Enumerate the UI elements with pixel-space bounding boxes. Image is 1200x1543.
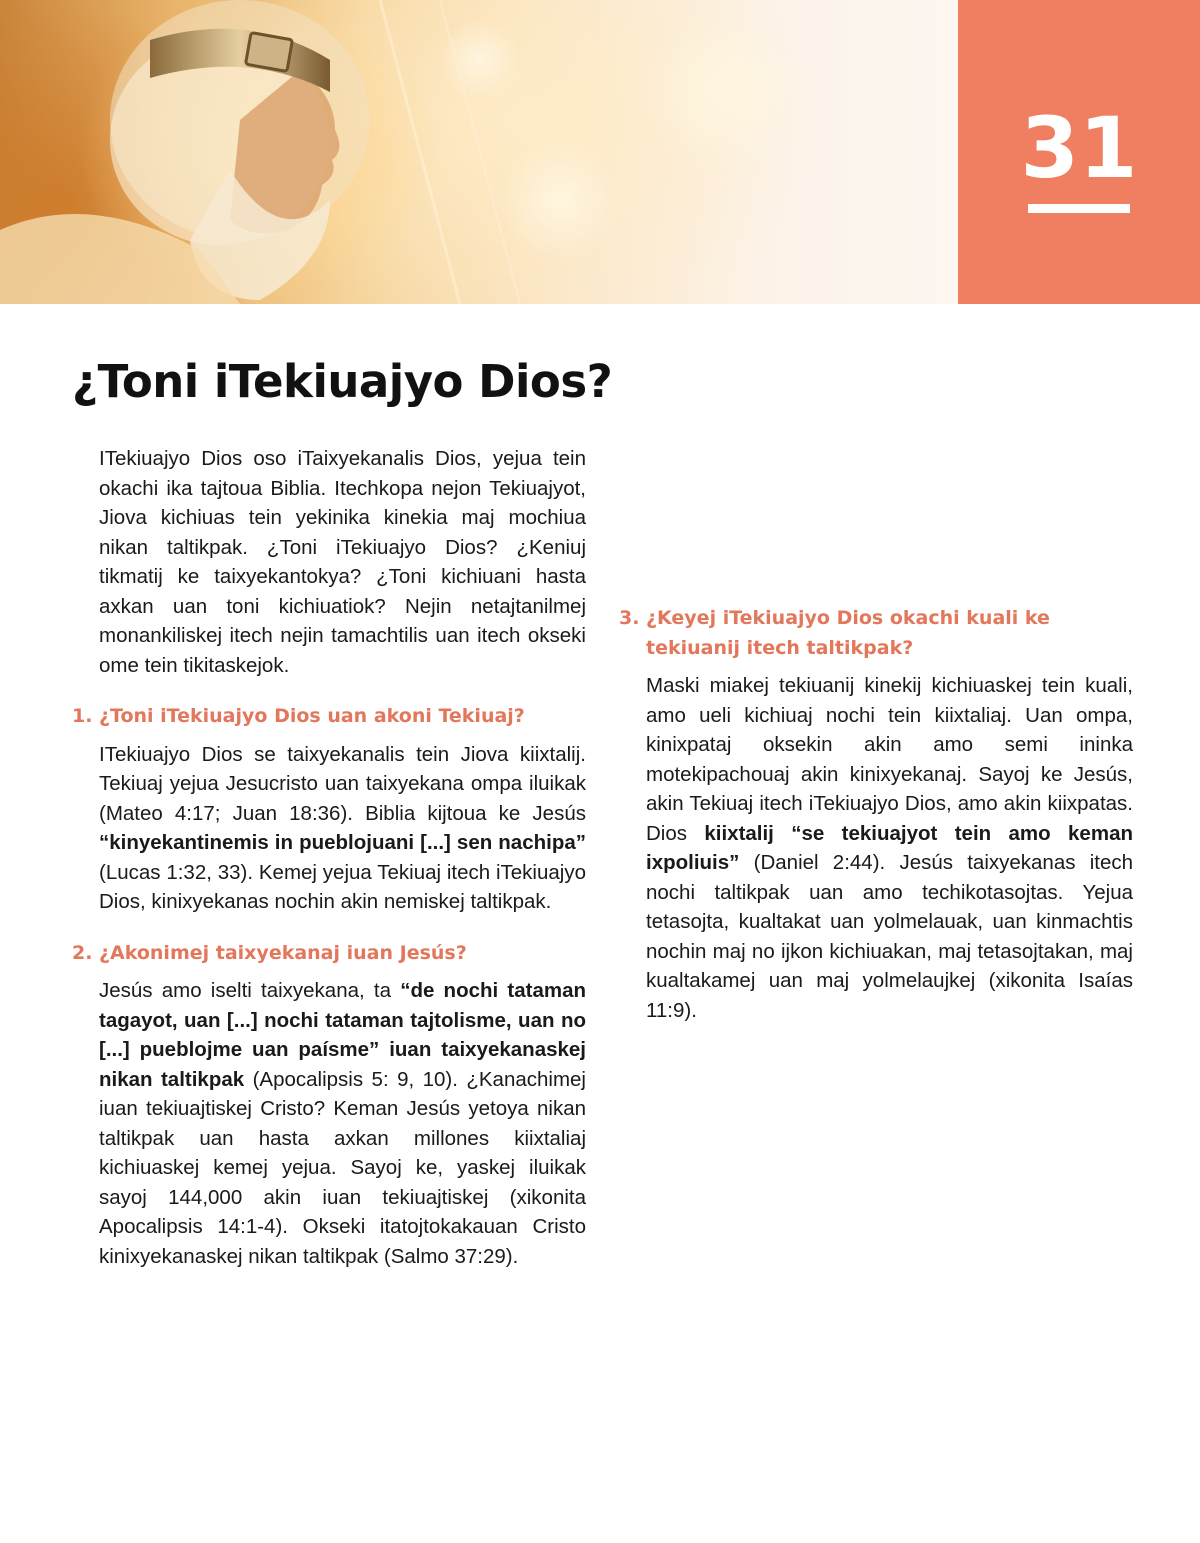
answer-emphasis: “de nochi tataman tagayot, uan [...] nochi tataman tajtolisme, uan no [...] pueblojme uan paísme” iuan taixyekanaskej nikan taltikpak xyxy=(99,979,587,1091)
answer-text: Maski miakej tekiuanij kinekij kichiuaskej tein kuali, amo ueli kichiuaj nochi tein kiixtaliaj. Uan ompa, kinixpataj oksekin akin amo semi ininka motekipachouaj akin kinixyekanaj. Sayoj ke Jesús, akin Tekiuaj itech iTekiuajyo Dios, amo akin kiixpatas. Dios xyxy=(646,674,1133,845)
hero-illustration xyxy=(0,0,958,304)
answer-text: (Daniel 2:44). Jesús taixyekanas itech nochi taltikpak uan amo techikotasojtas. Yejua tetasojta, kualtakat uan yolmelauak, uan kinmachtis nochin maj no ijkon kichiuakan, maj tetasojtakan, maj kualtakamej uan maj yolmelaujkej (xikonita Isaías 11:9). xyxy=(646,851,1133,1022)
answer-emphasis: kiixtalij “se tekiuajyot tein amo keman ixpoliuis” xyxy=(646,821,1133,874)
chapter-number: 31 xyxy=(1020,99,1138,197)
king-figure-illustration xyxy=(0,0,958,304)
answer-text: (Apocalipsis 5: 9, 10). ¿Kanachimej iuan tekiuajtiskej Cristo? Keman Jesús yetoya nikan taltikpak uan hasta axkan millones kiixtaliaj kichiuaskej kemej yejua. Sayoj ke, yaskej iluikak sayoj 144,000 akin iuan tekiuajtiskej (xikonita Apocalipsis 14:1-4). Okseki itatojtokakauan Cristo kinixyekanaskej nikan taltikpak (Salmo 37:29). xyxy=(99,1067,586,1268)
chapter-badge xyxy=(958,0,1200,304)
question-1-heading xyxy=(72,702,586,732)
question-number: 3. xyxy=(619,607,640,629)
answer-text: (Lucas 1:32, 33). Kemej yejua Tekiuaj itech iTekiuajyo Dios, kinixyekanas nochin akin nemiskej taltikpak. xyxy=(99,860,586,913)
question-3-heading xyxy=(619,604,1133,663)
answer-1-paragraph xyxy=(72,740,586,917)
page-title: ¿Toni iTekiuajyo Dios? xyxy=(72,355,613,408)
answer-2-paragraph xyxy=(72,976,586,1271)
question-text: ¿Toni iTekiuajyo Dios uan akoni Tekiuaj? xyxy=(99,705,525,727)
answer-3-paragraph xyxy=(619,671,1133,1025)
right-column xyxy=(619,444,1133,1025)
question-number: 1. xyxy=(72,705,93,727)
chapter-underline xyxy=(1028,204,1130,213)
question-number: 2. xyxy=(72,941,93,964)
question-2-heading xyxy=(72,939,586,969)
left-column xyxy=(72,444,586,1271)
question-text: ¿Keyej iTekiuajyo Dios okachi kuali ke tekiuanij itech taltikpak? xyxy=(646,607,1050,659)
answer-text: ITekiuajyo Dios se taixyekanalis tein Jiova kiixtalij. Tekiuaj yejua Jesucristo uan taixyekana ompa iluikak (Mateo 4:17; Juan 18:36). Biblia kijtoua ke Jesús xyxy=(99,742,586,825)
answer-text: Jesús amo iselti taixyekana, ta xyxy=(99,979,401,1002)
intro-paragraph: ITekiuajyo Dios oso iTaixyekanalis Dios, yejua tein okachi ika tajtoua Biblia. Itechkopa nejon Tekiuajyot, Jiova kichiuas tein yekinika kinekia maj mochiua nikan taltikpak. ¿Toni iTekiuajyo Dios? ¿Keniuj tikmatij ke taixyekantokya? ¿Toni kichiuani hasta axkan uan toni kichiuatiok? Nejin netajtanilmej monankiliskej itech nejin tamachtilis uan itech okseki ome tein tikitaskejok. xyxy=(99,447,586,677)
question-text: ¿Akonimej taixyekanaj iuan Jesús? xyxy=(99,941,467,964)
answer-emphasis: “kinyekantinemis in pueblojuani [...] sen nachipa” xyxy=(99,831,586,854)
